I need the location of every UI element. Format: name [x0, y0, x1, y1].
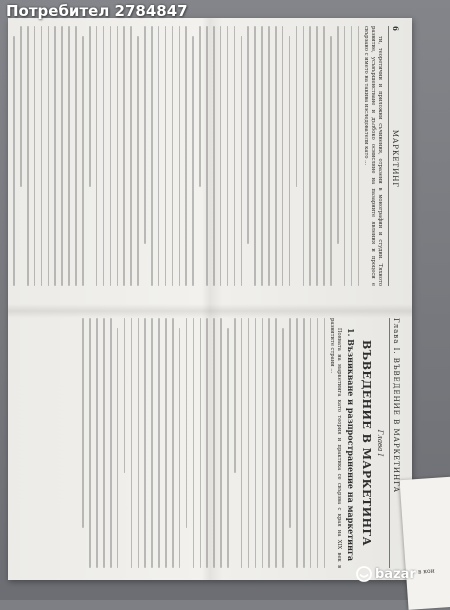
left-page — [20, 26, 400, 286]
left-body-text — [362, 26, 383, 286]
left-running-head — [388, 26, 400, 286]
bazar-logo-icon — [356, 566, 372, 582]
left-running-title: МАРКЕТИНГ — [391, 129, 399, 189]
section-title: 1. Възникване и разпространение на маркетинга — [346, 328, 356, 562]
chapter-label: Глава I — [376, 429, 384, 457]
right-running-head — [389, 318, 400, 568]
right-paragraph-open: Появата на маркетинга като теория и практика се свързва с края на XIX век в развитите страни ... — [329, 318, 342, 568]
loose-sheet-text: в кои — [417, 567, 435, 576]
page-number: 6 — [391, 26, 400, 32]
bazar-logo-text: bazar — [375, 566, 416, 582]
right-page — [20, 318, 400, 568]
seller-watermark: Потребител 2784847 — [6, 2, 188, 20]
right-running-title: Глава I. ВЪВЕДЕНИЕ В МАРКЕТИНГА — [392, 318, 400, 494]
book-spine-gutter — [8, 304, 412, 318]
left-text-lines — [8, 26, 359, 286]
right-body-text — [328, 318, 342, 568]
bazar-watermark — [356, 566, 416, 582]
open-book-spread — [8, 18, 412, 580]
left-paragraph-open: ти, теоретични и приложни съчинения, отразени в монографии и студии. Тяхното развитие, усъвършенстване и дълбоко осмисляне на пазарните явления и процеси е свързано с името на такива изследователи като ... — [363, 26, 383, 286]
loose-paper-sheet — [400, 476, 450, 610]
right-text-lines — [82, 318, 325, 568]
chapter-title: ВЪВЕДЕНИЕ В МАРКЕТИНГА — [360, 339, 373, 547]
